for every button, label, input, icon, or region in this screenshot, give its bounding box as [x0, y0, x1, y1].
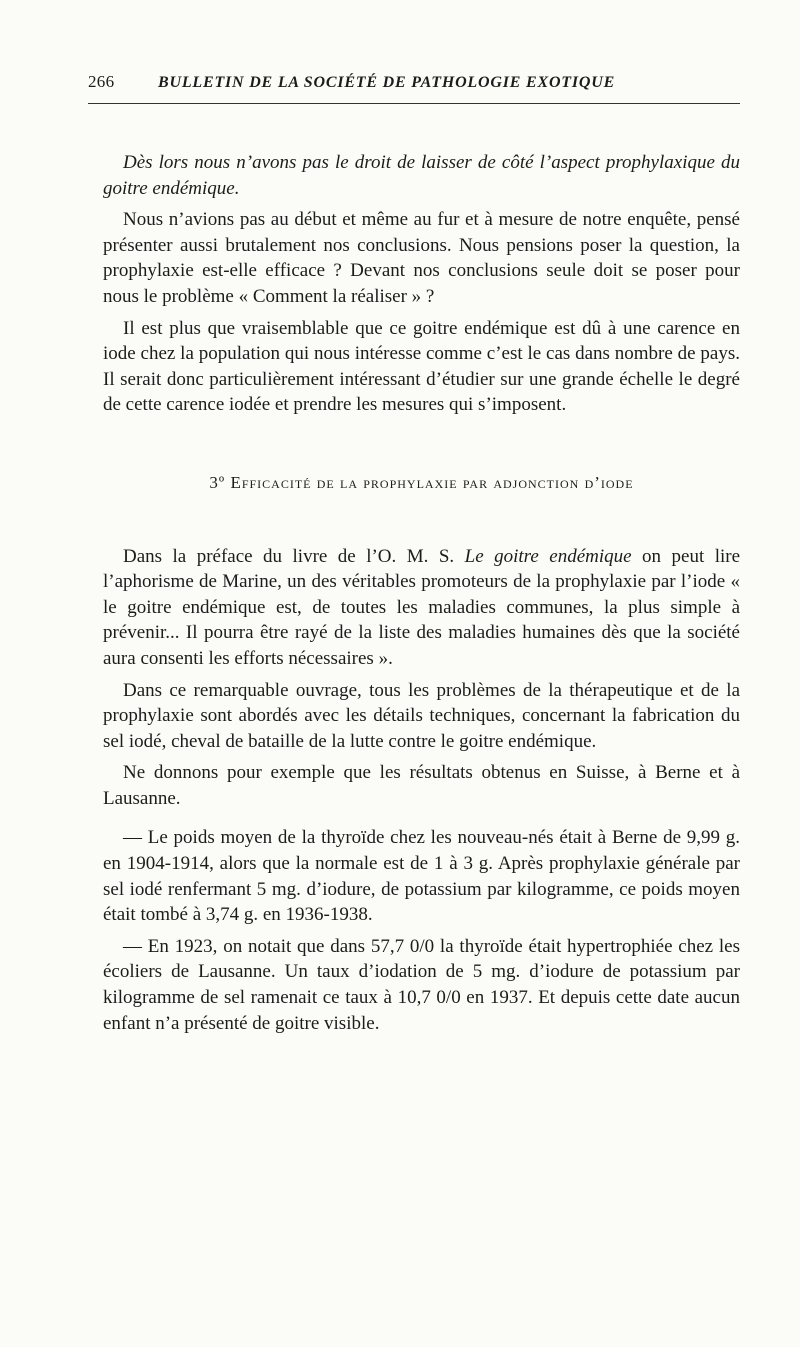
journal-title: BULLETIN DE LA SOCIÉTÉ DE PATHOLOGIE EXOTIQUE [158, 74, 616, 91]
paragraph: — En 1923, on notait que dans 57,7 0/0 la thyroïde était hypertrophiée chez les écoliers de Lausanne. Un taux d’iodation de 5 mg. d’iodure de potassium par kilogramme de sel ramenait ce taux à 10,7 0/0 en 1937. Et depuis cette date aucun enfant n’a présenté de goitre visible. [103, 935, 740, 1034]
book-title: Le goitre endémique [464, 545, 632, 567]
paragraph: Dans ce remarquable ouvrage, tous les problèmes de la thérapeutique et de la prophylaxie sont abordés avec les détails techniques, concernant la fabrication du sel iodé, cheval de bataille de la lutte contre le goitre endémique. [103, 679, 740, 752]
paragraph: — Le poids moyen de la thyroïde chez les nouveau-nés était à Berne de 9,99 g. en 1904-1914, alors que la normale est de 1 à 3 g. Après prophylaxie générale par sel iodé renfermant 5 mg. d’iodure, de potassium par kilogramme, ce poids moyen était tombé à 3,74 g. en 1936-1938. [103, 827, 740, 926]
paragraph: Nous n’avions pas au début et même au fur et à mesure de notre enquête, pensé présenter aussi brutalement nos conclusions. Nous pensions poser la question, la prophylaxie est-elle efficace ? Devant nos conclusions seule doit se poser pour nous le problème « Comment la réaliser » ? [103, 209, 740, 307]
paragraph: Il est plus que vraisemblable que ce goitre endémique est dû à une carence en iode chez la population qui nous intéresse comme c’est le cas dans nombre de pays. Il serait donc particulièrement intéressant d’étudier sur une grande échelle le degré de cette carence iodée et prendre les mesures qui s’imposent. [103, 317, 740, 416]
preface-text-after: on peut lire l’aphorisme de Marine, un des véritables promoteurs de la prophylaxie par l’iode « le goitre endémique est, de toutes les maladies communes, la plus simple à prévenir... Il pourra être rayé de la liste des maladies humaines dès que la société aura consenti les efforts nécessaires ». [103, 545, 741, 669]
page-number: 266 [88, 72, 115, 91]
running-header [88, 72, 740, 92]
section-heading: 3º Efficacité de la prophylaxie par adjonction d’iode [209, 472, 634, 492]
paragraph: Dès lors nous n’avons pas le droit de laisser de côté l’aspect prophylaxique du goitre endémique. [103, 152, 740, 199]
paragraph: Ne donnons pour exemple que les résultats obtenus en Suisse, à Berne et à Lausanne. [103, 762, 740, 809]
body-text [103, 150, 740, 1042]
paragraph [103, 544, 740, 672]
preface-text-before: Dans la préface du livre de l’O. M. S. [123, 545, 465, 567]
header-rule [88, 103, 740, 104]
